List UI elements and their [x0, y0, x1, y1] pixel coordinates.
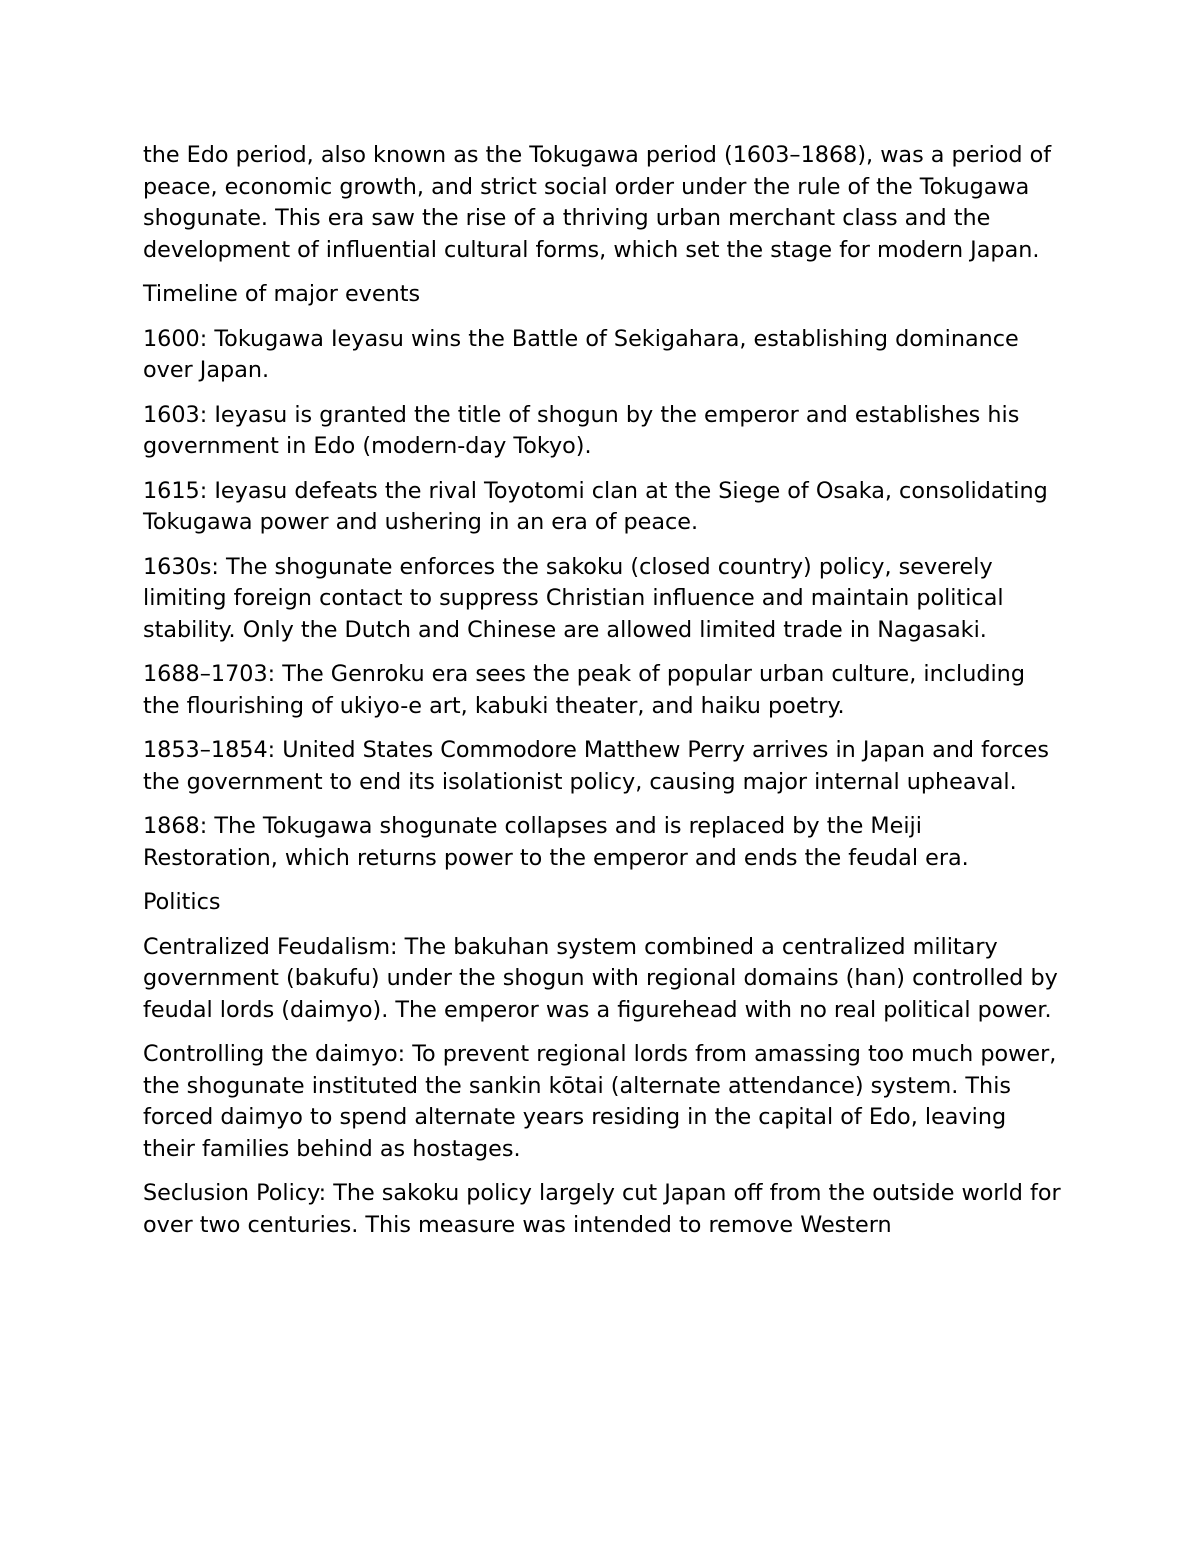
timeline-entry-1615: 1615: Ieyasu defeats the rival Toyotomi clan at the Siege of Osaka, consolidating Tokugawa power and ushering in an era of peace. [143, 477, 1048, 535]
timeline-entry-1630s: 1630s: The shogunate enforces the sakoku (closed country) policy, severely limiting foreign contact to suppress Christian influence and maintain political stability. Only the Dutch and Chinese are allowed limited trade in Nagasaki. [143, 553, 1004, 643]
politics-controlling-daimyo: Controlling the daimyo: To prevent regional lords from amassing too much power, the shogunate instituted the sankin kōtai (alternate attendance) system. This forced daimyo to spend alternate years residing in the capital of Edo, leaving their families behind as hostages. [143, 1041, 1057, 1162]
timeline-entry-1600: 1600: Tokugawa Ieyasu wins the Battle of Sekigahara, establishing dominance over Japan. [143, 325, 1019, 383]
timeline-entry-1603: 1603: Ieyasu is granted the title of shogun by the emperor and establishes his government in Edo (modern-day Tokyo). [143, 401, 1020, 459]
politics-seclusion-policy: Seclusion Policy: The sakoku policy largely cut Japan off from the outside world for over two centuries. This measure was intended to remove Western [143, 1180, 1061, 1238]
document-body [143, 140, 1063, 1254]
politics-centralized-feudalism: Centralized Feudalism: The bakuhan system combined a centralized military government (bakufu) under the shogun with regional domains (han) controlled by feudal lords (daimyo). The emperor was a figurehead with no real political power. [143, 933, 1058, 1023]
timeline-entry-1688: 1688–1703: The Genroku era sees the peak of popular urban culture, including the flourishing of ukiyo-e art, kabuki theater, and haiku poetry. [143, 661, 1025, 719]
timeline-entry-1853: 1853–1854: United States Commodore Matthew Perry arrives in Japan and forces the government to end its isolationist policy, causing major internal upheaval. [143, 737, 1049, 795]
politics-heading: Politics [143, 889, 221, 915]
timeline-entry-1868: 1868: The Tokugawa shogunate collapses and is replaced by the Meiji Restoration, which returns power to the emperor and ends the feudal era. [143, 813, 969, 871]
intro-paragraph: the Edo period, also known as the Tokugawa period (1603–1868), was a period of peace, economic growth, and strict social order under the rule of the Tokugawa shogunate. This era saw the rise of a thriving urban merchant class and the development of influential cultural forms, which set the stage for modern Japan. [143, 142, 1052, 263]
timeline-heading: Timeline of major events [143, 281, 421, 307]
